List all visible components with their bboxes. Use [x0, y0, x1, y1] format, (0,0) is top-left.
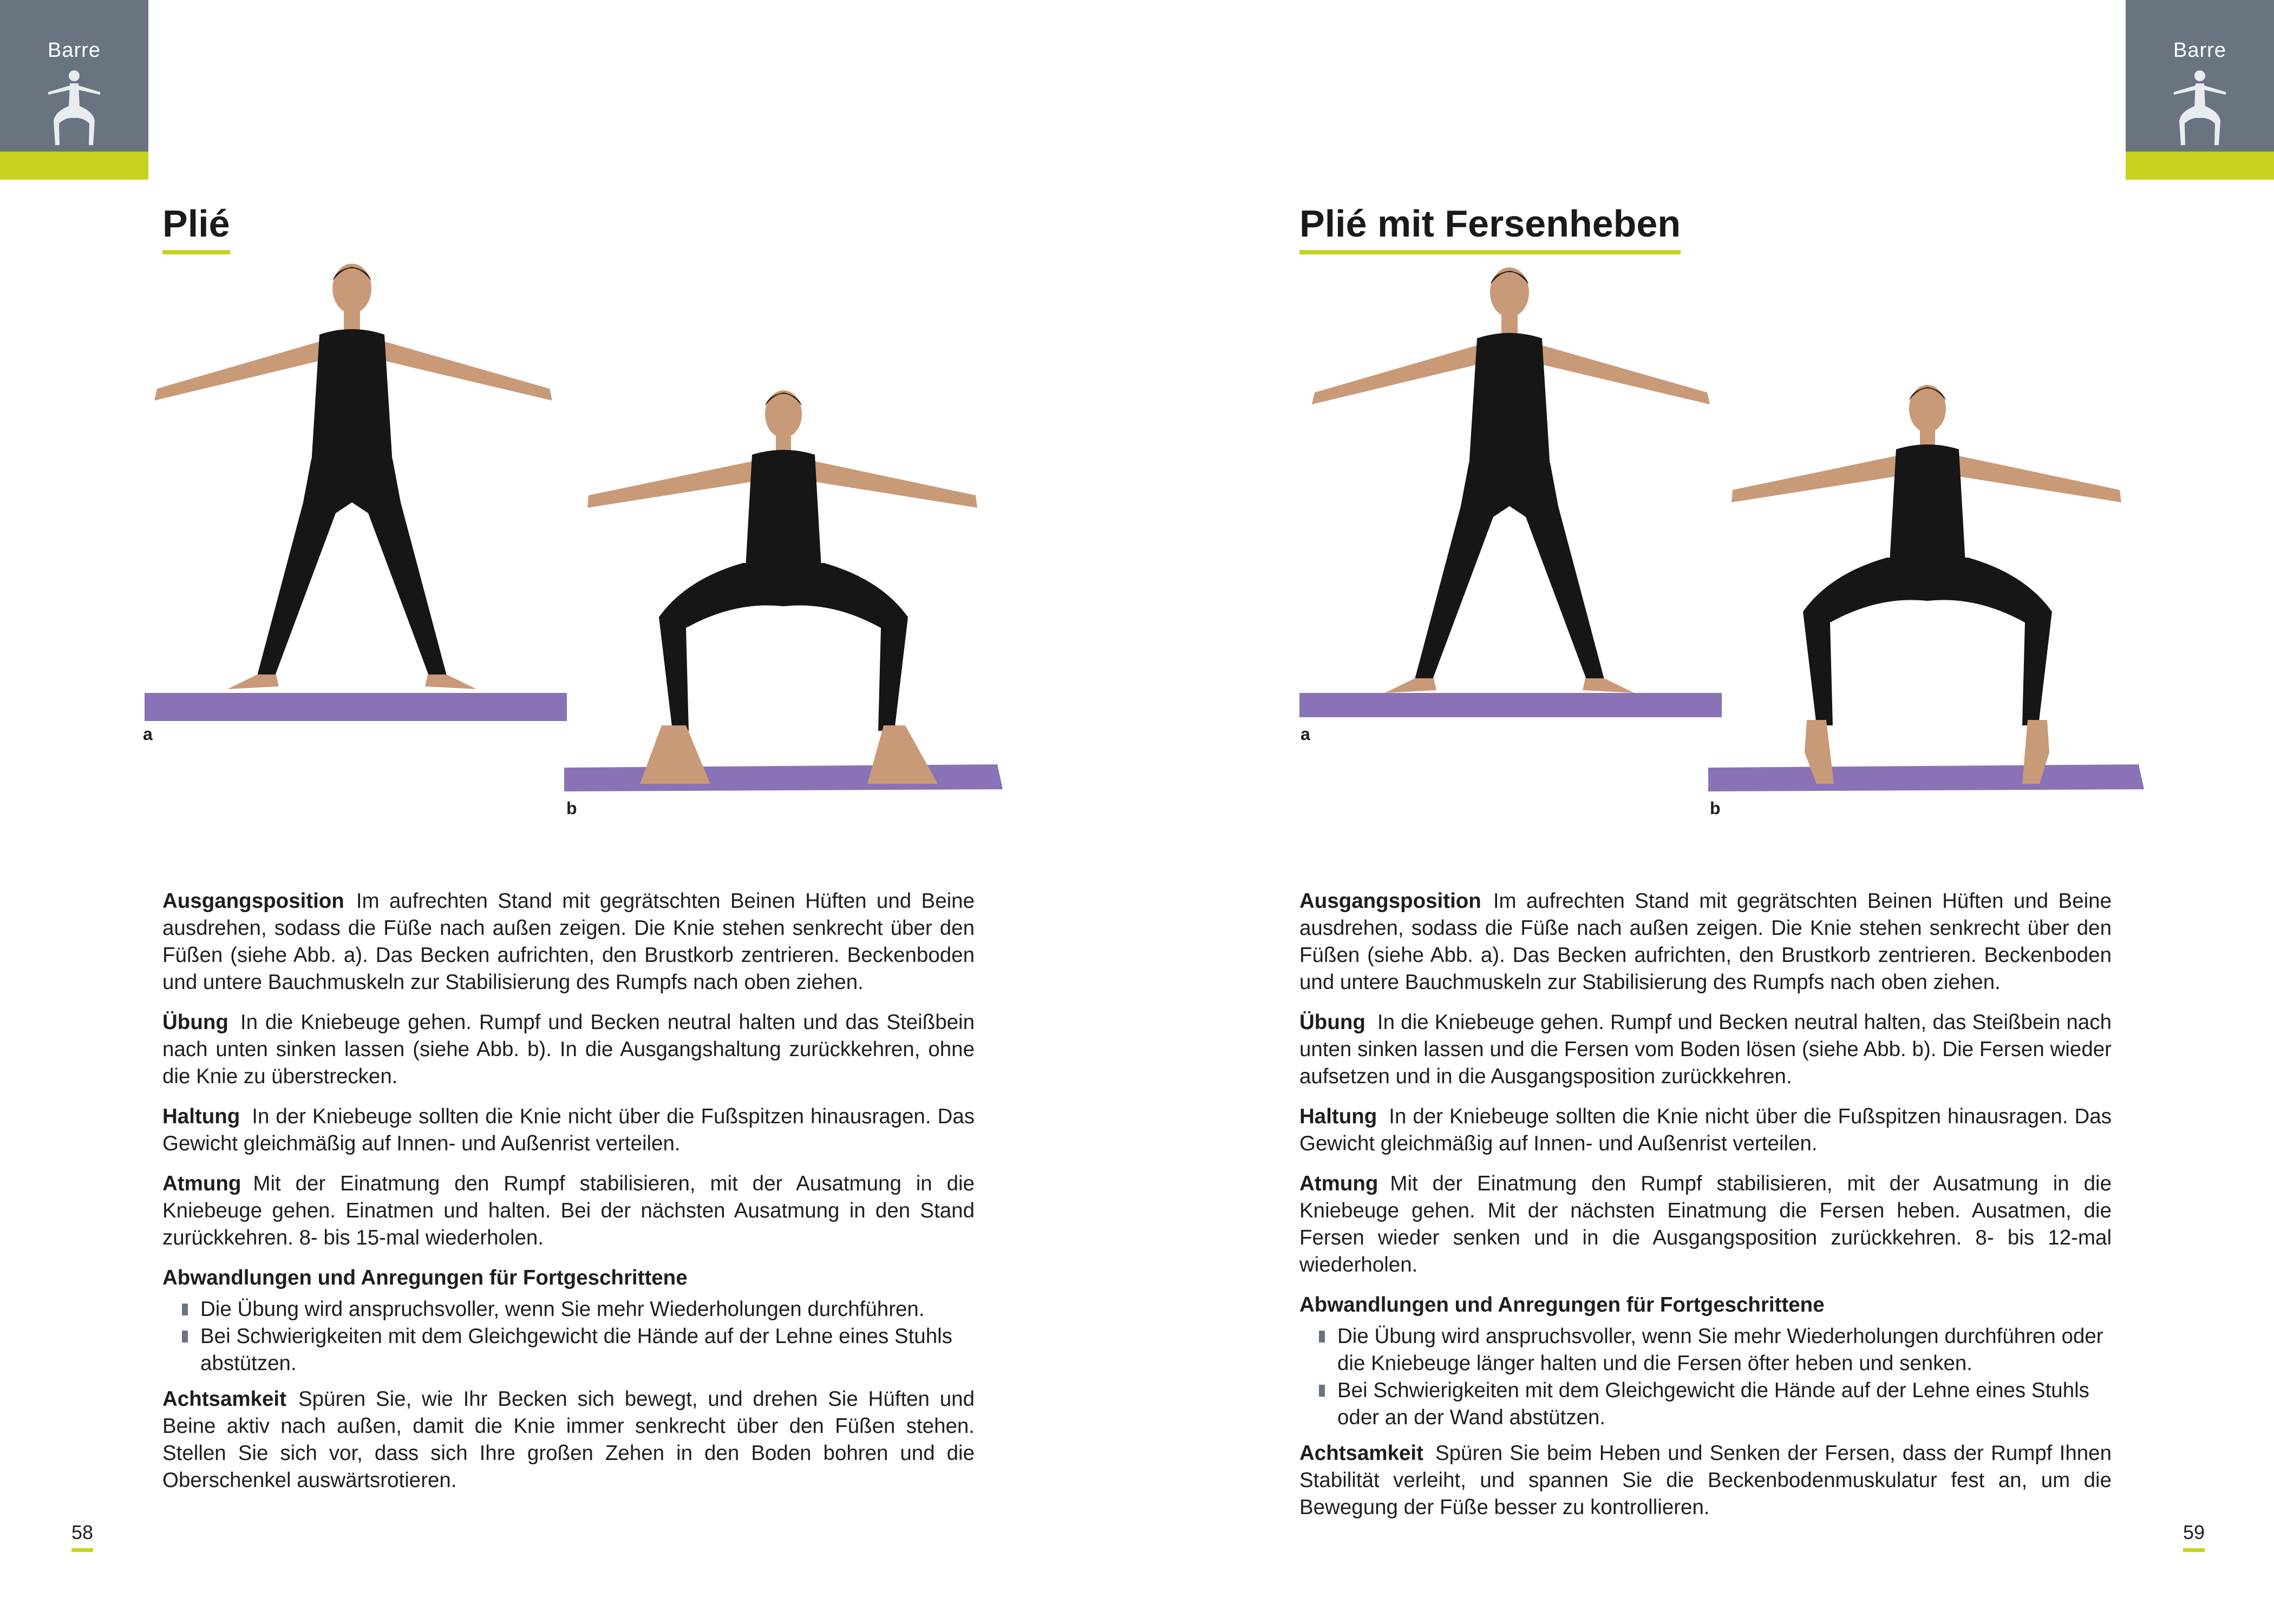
abwandlungen-list: [162, 1296, 975, 1377]
section-atmung: Atmung Mit der Einatmung den Rumpf stabilisieren, mit der Ausatmung in die Kniebeuge gehen. Mit der nächsten Einatmung die Fersen heben. Ausatmen, die Fersen wieder senken und in die Ausgangsposition zurückkehren. 8- bis 12-mal wiederholen.: [1299, 1172, 2112, 1276]
page-title: Plié mit Fersenheben: [1299, 205, 1681, 254]
section-haltung: Haltung In der Kniebeuge sollten die Knie nicht über die Fußspitzen hinausragen. Das Gewicht gleichmäßig auf Innen- und Außenrist verteilen.: [162, 1105, 975, 1155]
list-item: Die Übung wird anspruchsvoller, wenn Sie mehr Wiederholungen durchführen.: [200, 1296, 975, 1323]
abwandlungen-heading: Abwandlungen und Anregungen für Fortgeschrittene: [162, 1266, 688, 1289]
tab-accent-bar: [2126, 152, 2274, 180]
page-number: 58: [71, 1521, 93, 1552]
abwandlungen-heading: Abwandlungen und Anregungen für Fortgeschrittene: [1299, 1293, 1825, 1317]
figure-label-a: a: [143, 724, 153, 744]
section-uebung: Übung In die Kniebeuge gehen. Rumpf und Becken neutral halten, das Steißbein nach unten sinken lassen und die Fersen vom Boden lösen (siehe Abb. b). Die Fersen wieder aufsetzen und in die Ausgangsposition zurückkehren.: [1299, 1011, 2112, 1088]
section-tab-right: [2126, 0, 2274, 180]
photo-a-start-position: [1299, 263, 1727, 725]
exercise-description: [162, 888, 975, 1507]
section-tab-label: Barre: [48, 39, 101, 62]
section-tab-label: Barre: [2173, 39, 2226, 62]
section-achtsamkeit: Achtsamkeit Spüren Sie beim Heben und Senken der Fersen, dass der Rumpf Ihnen Stabilität verleiht, und spannen Sie die Beckenbodenmuskulatur fest an, um die Bewegung der Füße besser zu kontrollieren.: [1299, 1442, 2112, 1519]
section-uebung: Übung In die Kniebeuge gehen. Rumpf und Becken neutral halten und das Steißbein nach unten sinken lassen (siehe Abb. b). In die Ausgangshaltung zurückkehren, ohne die Knie zu überstrecken.: [162, 1011, 975, 1088]
photo-b-plie: [564, 379, 1003, 796]
figure-label-a: a: [1301, 724, 1310, 744]
section-achtsamkeit: Achtsamkeit Spüren Sie, wie Ihr Becken sich bewegt, und drehen Sie Hüften und Beine aktiv nach außen, damit die Knie immer senkrecht über den Füßen stehen. Stellen Sie sich vor, dass sich Ihre großen Zehen in den Boden bohren und die Oberschenkel auswärtsrotieren.: [162, 1387, 975, 1492]
tab-accent-bar: [0, 152, 148, 180]
list-item: Bei Schwierigkeiten mit dem Gleichgewicht die Hände auf der Lehne eines Stuhls abstützen.: [200, 1323, 975, 1377]
exercise-description: [1299, 888, 2112, 1534]
section-ausgangsposition: Ausgangsposition Im aufrechten Stand mit gegrätschten Beinen Hüften und Beine ausdrehen, sodass die Füße nach außen zeigen. Die Knie stehen senkrecht über den Füßen (siehe Abb. a). Das Becken aufrichten, den Brustkorb zentrieren. Beckenboden und untere Bauchmuskeln zur Stabilisierung des Rumpfs nach oben ziehen.: [162, 889, 975, 994]
figure-label-b: b: [566, 798, 577, 818]
list-item: Bei Schwierigkeiten mit dem Gleichgewicht die Hände auf der Lehne eines Stuhls oder an der Wand abstützen.: [1337, 1377, 2112, 1431]
photo-b-plie-heel-raise: [1708, 374, 2147, 796]
page-number: 59: [2183, 1521, 2205, 1552]
abwandlungen-list: [1299, 1323, 2112, 1431]
page-title: Plié: [162, 205, 230, 254]
section-tab-left: [0, 0, 148, 180]
section-ausgangsposition: Ausgangsposition Im aufrechten Stand mit gegrätschten Beinen Hüften und Beine ausdrehen, sodass die Füße nach außen zeigen. Die Knie stehen senkrecht über den Füßen (siehe Abb. a). Das Becken aufrichten, den Brustkorb zentrieren. Beckenboden und untere Bauchmuskeln zur Stabilisierung des Rumpfs nach oben ziehen.: [1299, 889, 2112, 994]
figure-label-b: b: [1710, 798, 1721, 818]
plie-pose-icon: [47, 69, 101, 148]
section-haltung: Haltung In der Kniebeuge sollten die Knie nicht über die Fußspitzen hinausragen. Das Gewicht gleichmäßig auf Innen- und Außenrist verteilen.: [1299, 1105, 2112, 1155]
photo-a-start-position: [142, 254, 570, 725]
right-page: [1137, 0, 2274, 1624]
plie-pose-icon: [2173, 69, 2227, 148]
section-atmung: Atmung Mit der Einatmung den Rumpf stabilisieren, mit der Ausatmung in die Kniebeuge gehen. Einatmen und halten. Bei der nächsten Ausatmung in den Stand zurückkehren. 8- bis 15-mal wiederholen.: [162, 1172, 975, 1249]
list-item: Die Übung wird anspruchsvoller, wenn Sie mehr Wiederholungen durchführen oder die Kniebeuge länger halten und die Fersen öfter heben und senken.: [1337, 1323, 2112, 1377]
